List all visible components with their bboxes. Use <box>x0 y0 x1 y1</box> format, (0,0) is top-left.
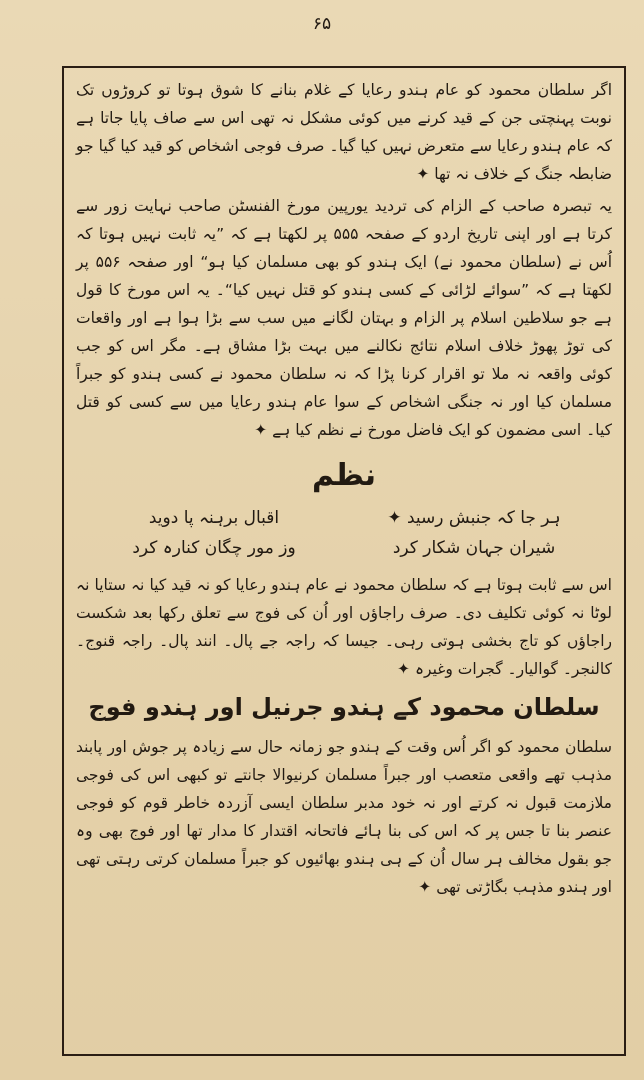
text-frame <box>62 66 626 1056</box>
poem-couplet-2 <box>76 533 612 563</box>
poem-verse: وز مور چگان کنارہ کرد <box>132 538 296 558</box>
paragraph-3: اس سے ثابت ہوتا ہے کہ سلطان محمود نے عام ہندو رعایا کو نہ قید کیا نہ ستایا نہ لوٹا نہ کوئی تکلیف دی۔ صرف راجاؤں اور اُن کی فوج سے تعلق رکھا بعد شکست راجاؤں کو تاج بخشی ہوتی رہی۔ جیسا کہ راجہ جے پال۔ انند پال۔ راجہ قنوج۔ کالنجر۔ گوالیار۔ گجرات وغیرہ ✦ <box>76 576 612 678</box>
poem-heading: نظم <box>311 458 376 493</box>
paragraph-1: اگر سلطان محمود کو عام ہندو رعایا کے غلام بنانے کا شوق ہوتا تو کروڑوں تک نوبت پہنچتی جن کے قید کرنے میں کوئی مشکل نہ تھی اس سے صاف پایا جاتا ہے کہ عام ہندو رعایا سے متعرض نہیں کیا گیا۔ صرف فوجی اشخاص کو قید کیا گیا جو ضابطہ جنگ کے خلاف نہ تھا ✦ <box>76 81 612 183</box>
poem-couplet-1 <box>76 503 612 533</box>
paragraph-4: سلطان محمود کو اگر اُس وقت کے ہندو جو زمانہ حال سے زیادہ پر جوش اور پابند مذہب تھے واقعی متعصب اور جبراً مسلمان کرنیوالا جانتے تو کبھی اس کی فوجی ملازمت قبول نہ کرتے اور نہ خود مدبر سلطان ایسی آزردہ خاطر قوم کو فوجی عنصر بنا تا جس پر کہ اس کی بنا ہائے فاتحانہ اقتدار کا مدار تھا اور فوج بھی وہ جو بقول مخالف ہر سال اُن کے ہی ہندو بھائیوں کو جبراً مسلمان کرتی رہتی تھی اور ہندو مذہب بگاڑتی تھی ✦ <box>76 738 612 896</box>
section-heading: سلطان محمود کے ہندو جرنیل اور ہندو فوج <box>88 693 600 721</box>
poem <box>76 503 612 563</box>
page-number: ۶۵ <box>312 14 332 34</box>
poem-verse: اقبال برہنہ پا دوید <box>148 508 280 528</box>
poem-verse: شیران جہان شکار کرد <box>392 538 556 558</box>
poem-verse: ہر جا کہ جنبش رسید ✦ <box>387 508 561 528</box>
paragraph-2: یہ تبصرہ صاحب کے الزام کی تردید یورپین مورخ الفنسٹن صاحب نہایت زور سے کرتا ہے اور اپنی تاریخ اردو کے صفحہ ۵۵۵ پر لکھتا ہے کہ ”یہ ثابت نہیں ہوتا کہ اُس نے (سلطان محمود نے) ایک ہندو کو بھی مسلمان کیا ہو“ اور صفحہ ۵۵۶ پر لکھتا ہے کہ ”سوائے لڑائی کے کسی ہندو کو قتل نہیں کیا“۔ یہ اس مورخ کا قول ہے جو سلاطین اسلام پر الزام و بہتان لگانے میں سب سے بڑا ہوا ہے اور واقعات کی توڑ پھوڑ خلاف اسلام نتائج نکالنے میں بہت بڑا مشاق ہے۔ مگر اس کو جب کوئی واقعہ نہ ملا تو اقرار کرنا پڑا کہ نہ سلطان محمود نے کسی ہندو کو جبراً مسلمان کیا اور نہ جنگی اشخاص کے سوا عام ہندو رعایا میں سے کسی کو قتل کیا۔ اسی مضمون کو ایک فاضل مورخ نے نظم کیا ہے ✦ <box>76 197 612 439</box>
